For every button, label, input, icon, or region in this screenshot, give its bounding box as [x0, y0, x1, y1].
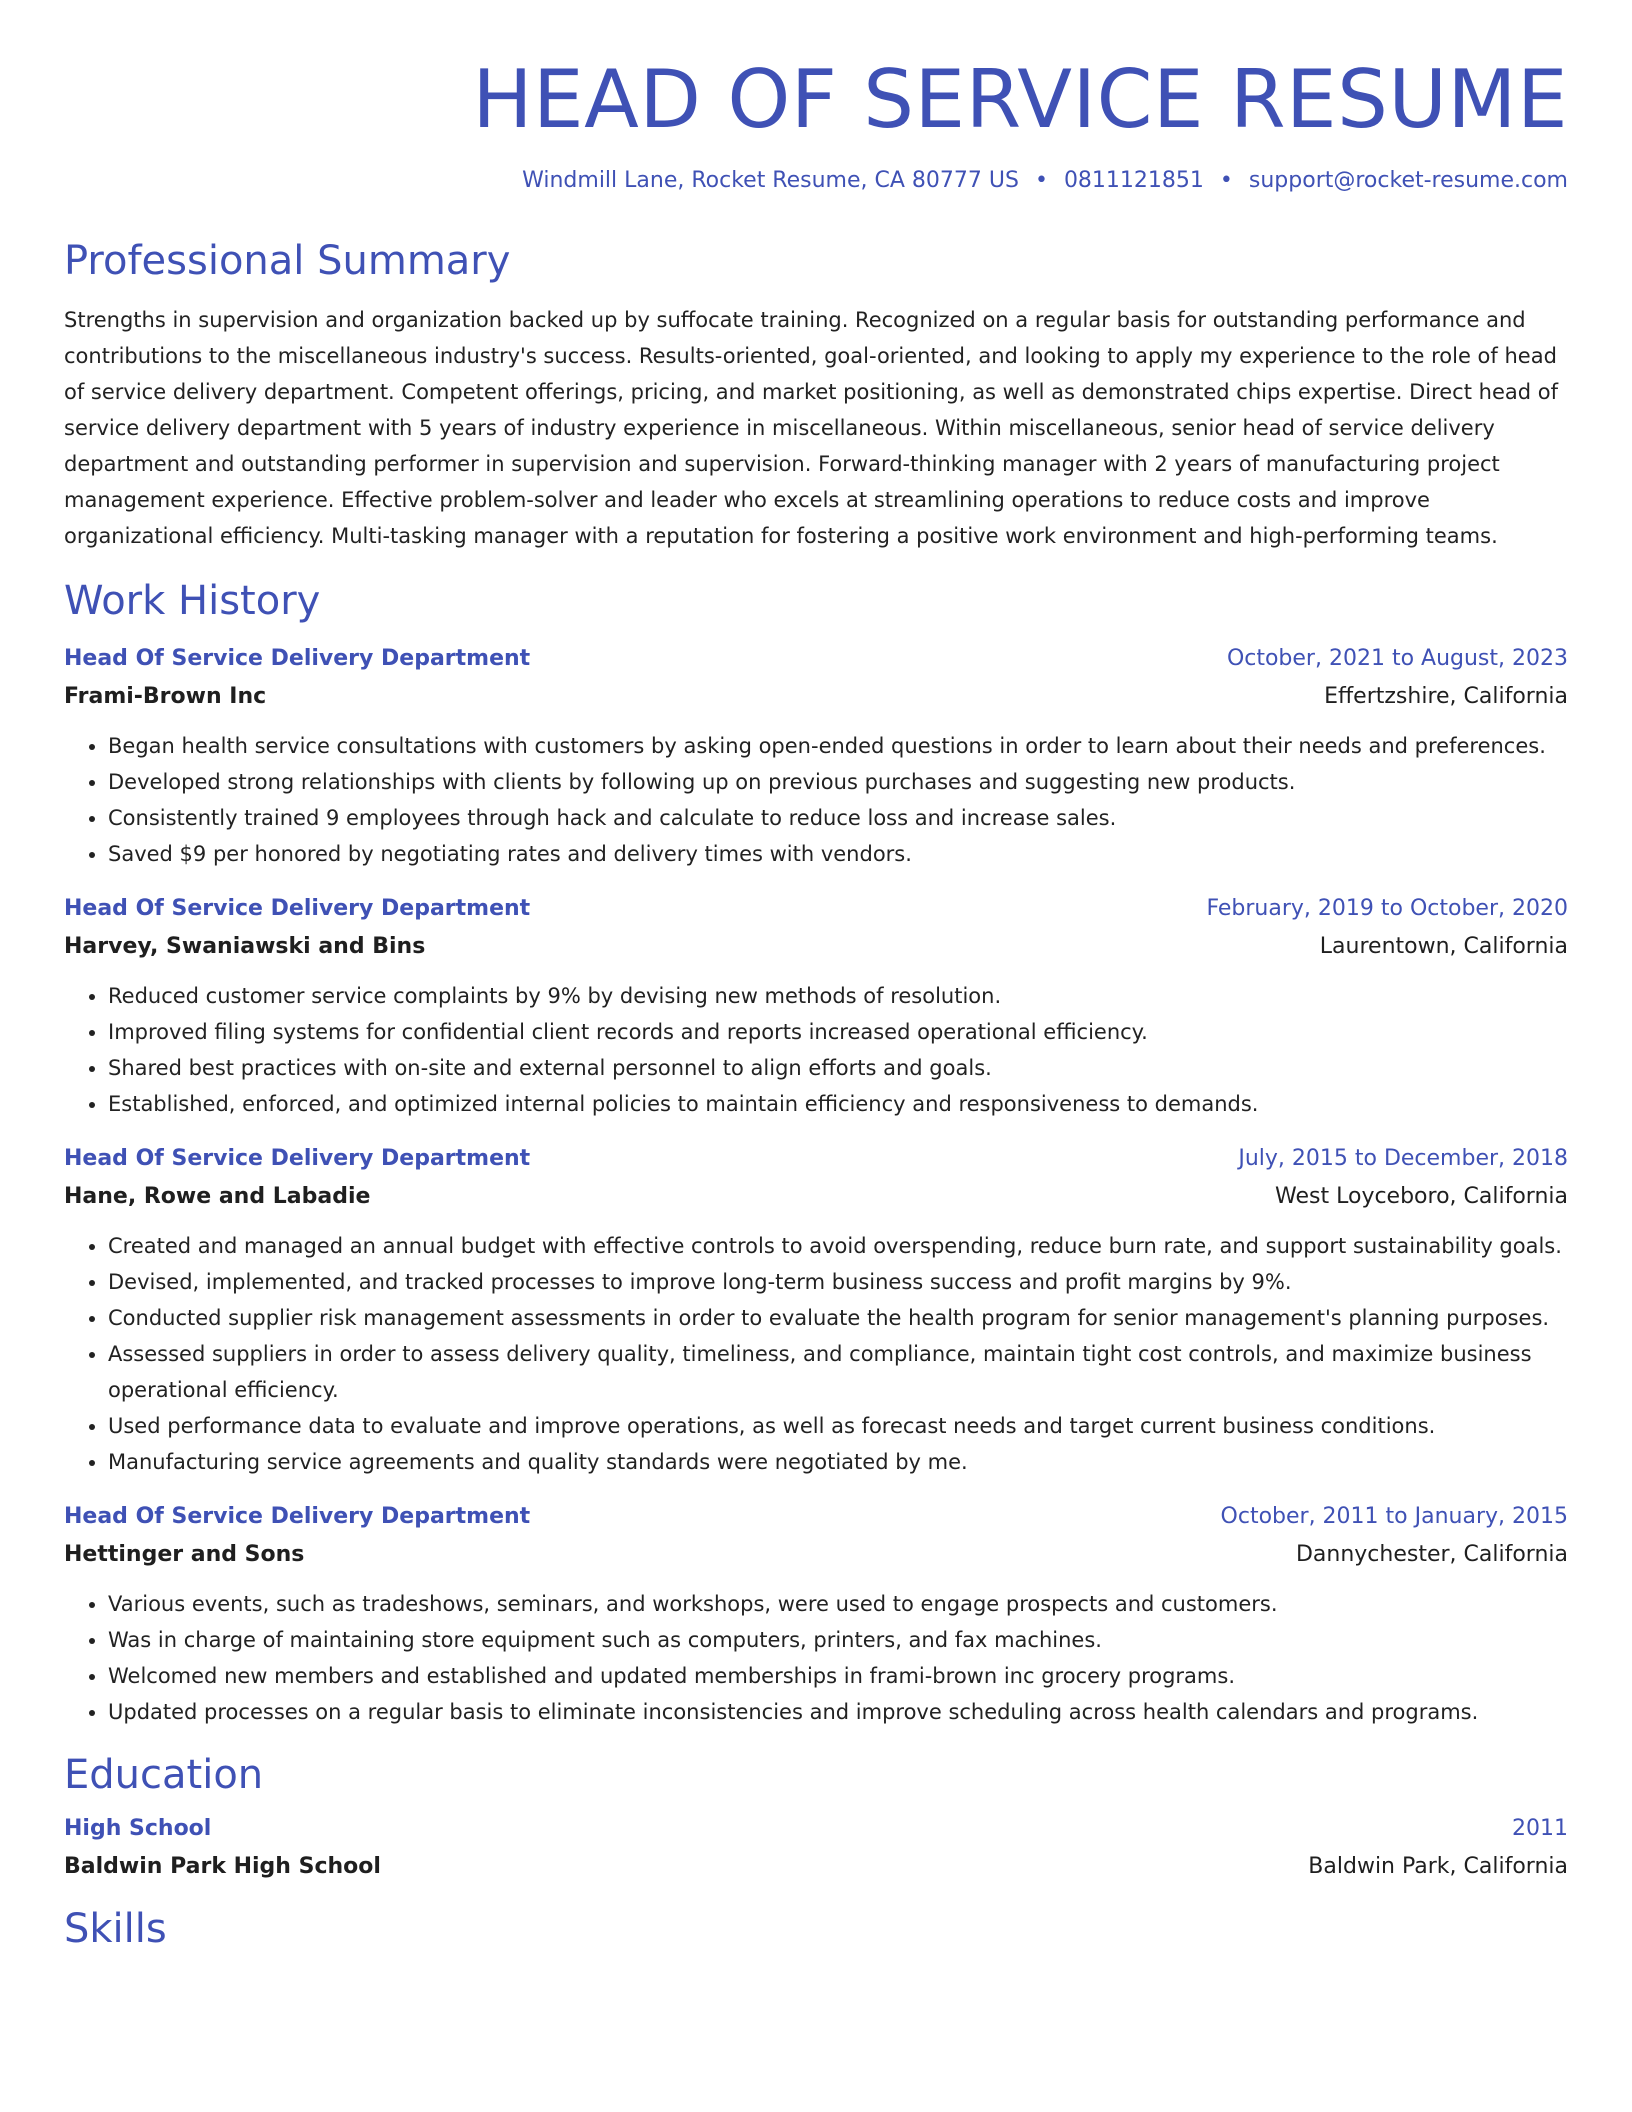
job-bullet: • Saved $9 per honored by negotiating rates and delivery times with vendors.	[108, 836, 1568, 872]
job-entry	[64, 890, 1568, 1122]
job-bullets	[64, 978, 1568, 1122]
education-year: 2011	[1512, 1816, 1568, 1841]
job-dates: February, 2019 to October, 2020	[1206, 896, 1568, 921]
job-bullet: • Created and managed an annual budget with effective controls to avoid overspending, reduce burn rate, and support sustainability goals.	[108, 1228, 1568, 1264]
job-entry	[64, 1140, 1568, 1480]
contact-line	[64, 166, 1568, 196]
job-role: Head Of Service Delivery Department	[64, 1146, 531, 1171]
job-bullets	[64, 1586, 1568, 1730]
job-entry	[64, 640, 1568, 872]
job-location: Laurentown, California	[1319, 934, 1568, 959]
contact-separator: •	[1034, 168, 1048, 193]
summary-heading: Professional Summary	[64, 238, 511, 284]
job-bullet: • Various events, such as tradeshows, seminars, and workshops, were used to engage prospects and customers.	[108, 1586, 1568, 1622]
job-role: Head Of Service Delivery Department	[64, 646, 531, 671]
job-bullet: • Began health service consultations with customers by asking open-ended questions in order to learn about their needs and preferences.	[108, 728, 1568, 764]
job-role: Head Of Service Delivery Department	[64, 1504, 531, 1529]
job-company: Frami-Brown Inc	[64, 684, 267, 709]
education-location: Baldwin Park, California	[1308, 1854, 1568, 1879]
job-entry	[64, 1498, 1568, 1730]
resume-header	[64, 0, 1568, 196]
job-company: Harvey, Swaniawski and Bins	[64, 934, 426, 959]
job-bullet: • Developed strong relationships with clients by following up on previous purchases and suggesting new products.	[108, 764, 1568, 800]
job-bullets	[64, 1228, 1568, 1480]
job-bullet: • Used performance data to evaluate and improve operations, as well as forecast needs and target current business conditions.	[108, 1408, 1568, 1444]
job-dates: October, 2011 to January, 2015	[1220, 1504, 1568, 1529]
job-bullet: • Improved filing systems for confidential client records and reports increased operational efficiency.	[108, 1014, 1568, 1050]
skills-heading: Skills	[64, 1906, 167, 1952]
contact-phone: 0811121851	[1063, 168, 1204, 193]
job-bullet: • Shared best practices with on-site and external personnel to align efforts and goals.	[108, 1050, 1568, 1086]
summary-text: Strengths in supervision and organization backed up by suffocate training. Recognized on a regular basis for outstanding performance and contributions to the miscellaneous industry's success. Results-oriented, goal-oriented, and looking to apply my experience to the role of head of service delivery department. Competent offerings, pricing, and market positioning, as well as demonstrated chips expertise. Direct head of service delivery department with 5 years of industry experience in miscellaneous. Within miscellaneous, senior head of service delivery department and outstanding performer in supervision and supervision. Forward-thinking manager with 2 years of manufacturing project management experience. Effective problem-solver and leader who excels at streamlining operations to reduce costs and improve organizational efficiency. Multi-tasking manager with a reputation for fostering a positive work environment and high-performing teams.	[64, 308, 1558, 548]
job-company: Hettinger and Sons	[64, 1542, 305, 1567]
education-school: Baldwin Park High School	[64, 1854, 381, 1879]
job-bullet: • Conducted supplier risk management assessments in order to evaluate the health program for senior management's planning purposes.	[108, 1300, 1568, 1336]
job-location: Dannychester, California	[1295, 1542, 1568, 1567]
job-dates: October, 2021 to August, 2023	[1226, 646, 1568, 671]
job-bullet: • Was in charge of maintaining store equipment such as computers, printers, and fax machines.	[108, 1622, 1568, 1658]
job-location: West Loyceboro, California	[1275, 1184, 1568, 1209]
job-dates: July, 2015 to December, 2018	[1238, 1146, 1568, 1171]
resume-title: HEAD OF SERVICE RESUME	[472, 53, 1568, 146]
job-bullet: • Welcomed new members and established and updated memberships in frami-brown inc grocery programs.	[108, 1658, 1568, 1694]
contact-separator: •	[1219, 168, 1233, 193]
job-bullets	[64, 728, 1568, 872]
job-location: Effertzshire, California	[1324, 684, 1568, 709]
job-bullet: • Established, enforced, and optimized internal policies to maintain efficiency and responsiveness to demands.	[108, 1086, 1568, 1122]
contact-address: Windmill Lane, Rocket Resume, CA 80777 US	[522, 168, 1019, 193]
job-bullet: • Updated processes on a regular basis to eliminate inconsistencies and improve scheduling across health calendars and programs.	[108, 1694, 1568, 1730]
job-bullet: • Reduced customer service complaints by 9% by devising new methods of resolution.	[108, 978, 1568, 1014]
work-history-heading: Work History	[64, 578, 321, 624]
job-role: Head Of Service Delivery Department	[64, 896, 531, 921]
education-heading: Education	[64, 1752, 264, 1798]
job-bullet: • Consistently trained 9 employees through hack and calculate to reduce loss and increase sales.	[108, 800, 1568, 836]
contact-email: support@rocket-resume.com	[1248, 168, 1568, 193]
job-bullet: • Manufacturing service agreements and quality standards were negotiated by me.	[108, 1444, 1568, 1480]
education-entry	[64, 1810, 1568, 1886]
job-company: Hane, Rowe and Labadie	[64, 1184, 371, 1209]
job-bullet: • Assessed suppliers in order to assess delivery quality, timeliness, and compliance, maintain tight cost controls, and maximize business operational efficiency.	[108, 1336, 1568, 1408]
education-degree: High School	[64, 1816, 212, 1841]
job-bullet: • Devised, implemented, and tracked processes to improve long-term business success and profit margins by 9%.	[108, 1264, 1568, 1300]
